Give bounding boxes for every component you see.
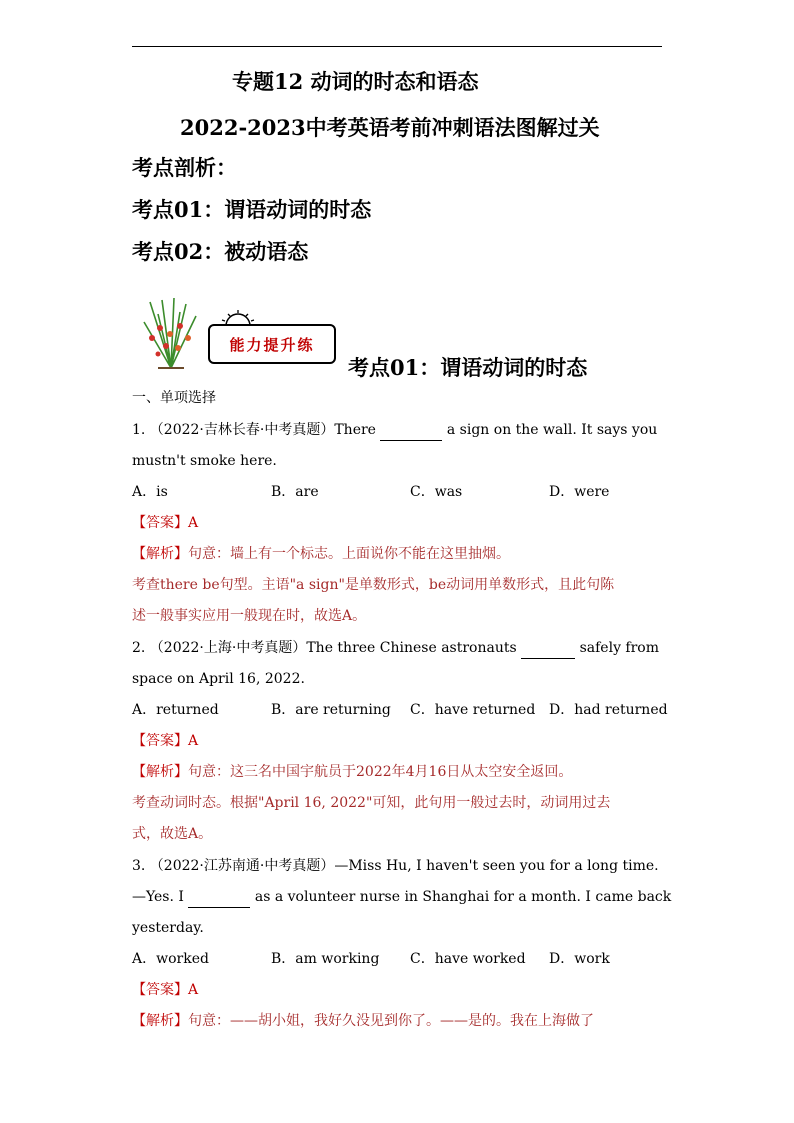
part-label: 一、单项选择 (132, 390, 216, 406)
q2-analysis-line3: 式，故选A。 (132, 826, 213, 842)
q2-answer: 【答案】A (132, 733, 199, 749)
q1-analysis-line1: 【解析】句意：墙上有一个标志。上面说你不能在这里抽烟。 (132, 546, 510, 562)
q3-option-d: D．work (549, 951, 610, 967)
point-02: 考点02：被动语态 (132, 239, 309, 264)
point-01: 考点01：谓语动词的时态 (132, 197, 372, 222)
q3-option-c: C．have worked (410, 951, 526, 967)
q2-option-a: A．returned (132, 702, 219, 718)
q1-stem-line2: mustn't smoke here. (132, 453, 277, 469)
q1-option-d: D．were (549, 484, 610, 500)
section-title: 考点01：谓语动词的时态 (348, 355, 588, 380)
header-rule (132, 46, 662, 47)
q1-option-b: B．are (271, 484, 319, 500)
q2-option-d: D．had returned (549, 702, 668, 718)
doc-title: 专题12 动词的时态和语态 (232, 69, 479, 94)
q1-analysis-line2: 考查there be句型。主语"a sign"是单数形式，be动词用单数形式，且此句陈 (132, 577, 615, 593)
q1-blank (380, 420, 442, 441)
q3-answer: 【答案】A (132, 982, 199, 998)
plant-decoration-icon (140, 298, 202, 370)
q2-blank (521, 638, 575, 659)
q2-option-c: C．have returned (410, 702, 536, 718)
q2-option-b: B．are returning (271, 702, 391, 718)
q2-analysis-line2: 考查动词时态。根据"April 16, 2022"可知，此句用一般过去时，动词用过去 (132, 795, 611, 811)
badge-label: 能力提升练 (208, 324, 336, 364)
doc-subtitle: 2022-2023中考英语考前冲刺语法图解过关 (180, 115, 600, 140)
q2-analysis-line1: 【解析】句意：这三名中国宇航员于2022年4月16日从太空安全返回。 (132, 764, 573, 780)
q3-stem-line3: yesterday. (132, 920, 204, 936)
q1-analysis-line3: 述一般事实应用一般现在时，故选A。 (132, 608, 367, 624)
q3-analysis-line1: 【解析】句意：——胡小姐，我好久没见到你了。——是的。我在上海做了 (132, 1013, 594, 1029)
analysis-heading: 考点剖析： (132, 155, 237, 180)
q1-stem-line1: 1. （2022·吉林长春·中考真题）There a sign on the wall. It says you (132, 420, 657, 441)
q3-stem-line1: 3. （2022·江苏南通·中考真题）—Miss Hu, I haven't seen you for a long time. (132, 858, 659, 874)
q1-option-c: C．was (410, 484, 463, 500)
q3-option-a: A．worked (132, 951, 209, 967)
q3-option-b: B．am working (271, 951, 380, 967)
ability-badge (140, 298, 350, 370)
q1-answer: 【答案】A (132, 515, 199, 531)
q2-stem-line1: 2. （2022·上海·中考真题）The three Chinese astronauts safely from (132, 638, 659, 659)
q3-stem-line2: —Yes. I as a volunteer nurse in Shanghai for a month. I came back (132, 887, 671, 908)
q1-option-a: A．is (132, 484, 168, 500)
q3-blank (188, 887, 250, 908)
q2-stem-line2: space on April 16, 2022. (132, 671, 305, 687)
